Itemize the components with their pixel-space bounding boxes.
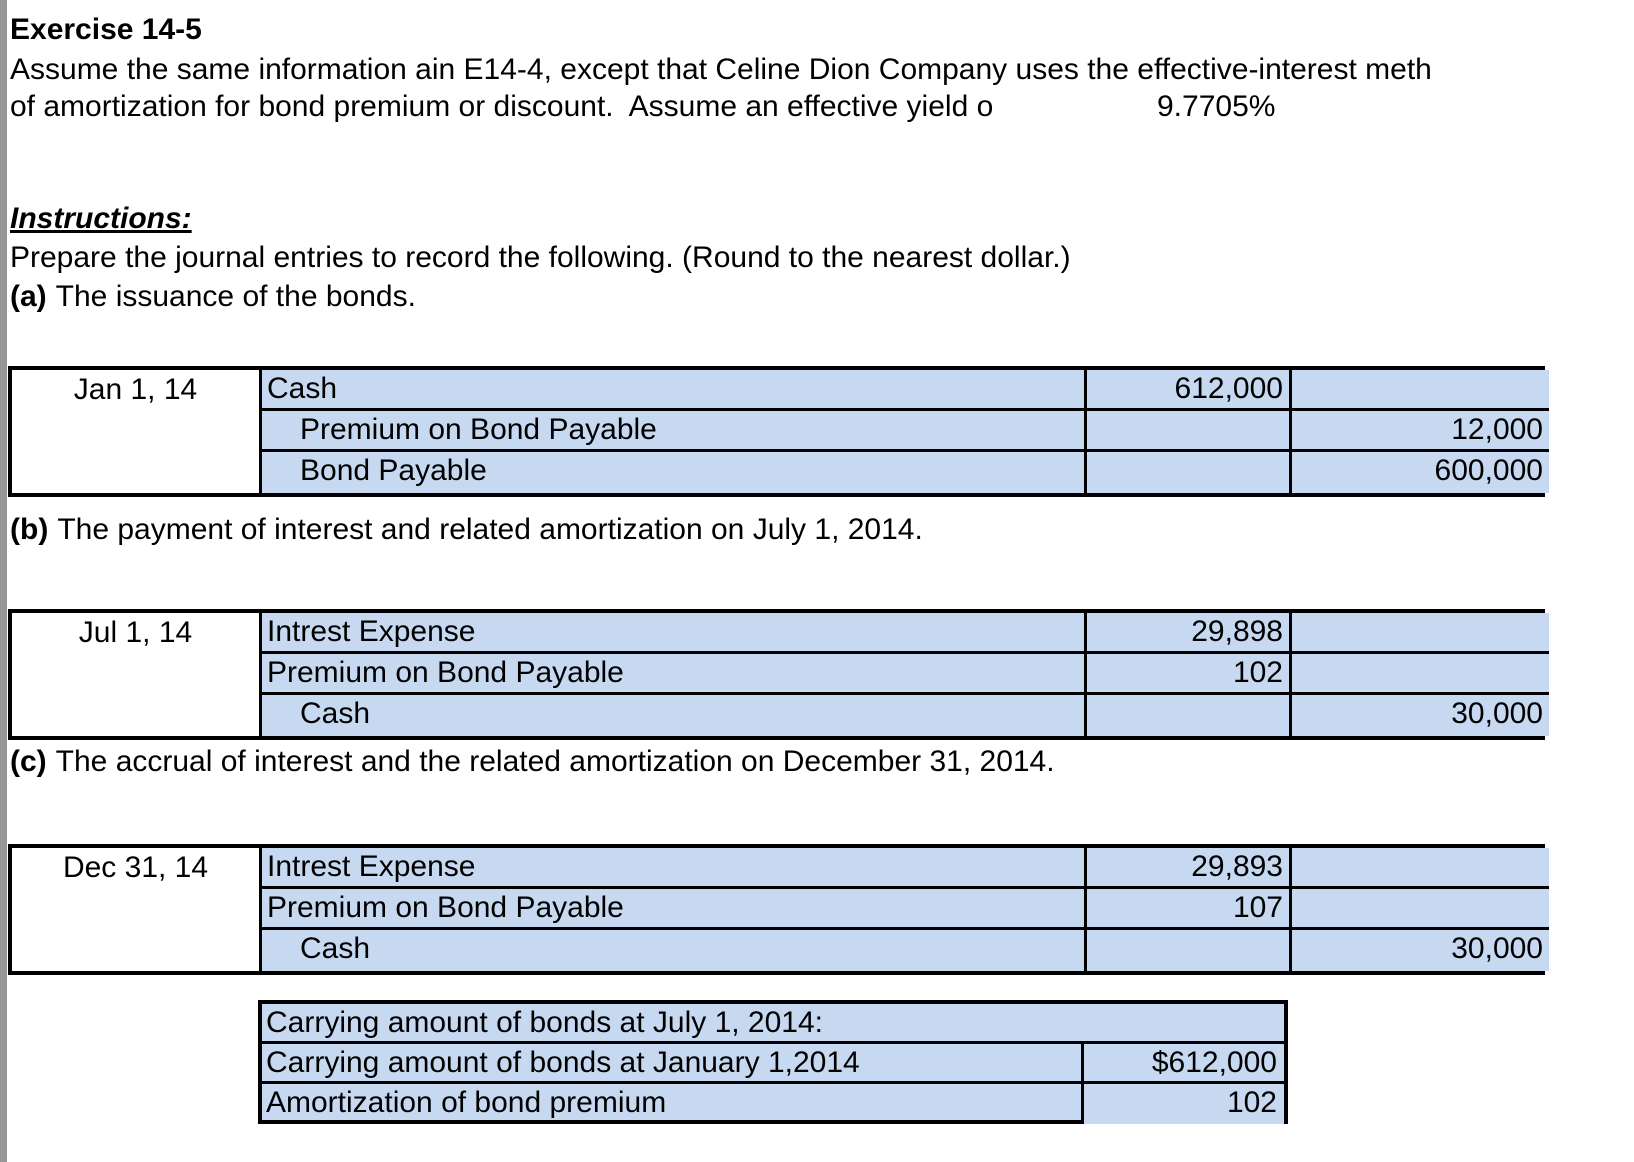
section-b-text: The payment of interest and related amortization on July 1, 2014. [57, 513, 923, 546]
account-cell[interactable]: Premium on Bond Payable [262, 889, 1087, 930]
account-cell[interactable]: Cash [262, 930, 1087, 971]
section-b-label: (b) [10, 513, 49, 546]
section-a-label: (a) [10, 280, 47, 313]
carrying-header-cell[interactable]: Carrying amount of bonds at July 1, 2014: [262, 1004, 1284, 1044]
window-edge [0, 0, 7, 1162]
debit-cell[interactable]: 29,898 [1087, 613, 1292, 654]
section-c-heading [10, 744, 1055, 780]
debit-cell[interactable]: 107 [1087, 889, 1292, 930]
account-cell[interactable]: Intrest Expense [262, 848, 1087, 889]
credit-cell[interactable]: 30,000 [1292, 930, 1549, 971]
credit-cell[interactable]: 30,000 [1292, 695, 1549, 736]
intro-line-2: of amortization for bond premium or discount. Assume an effective yield o [10, 90, 994, 123]
date-cell[interactable]: Dec 31, 14 [12, 848, 262, 971]
section-c-label: (c) [10, 745, 47, 778]
credit-cell[interactable] [1292, 654, 1549, 695]
section-a-text: The issuance of the bonds. [55, 280, 416, 313]
debit-cell[interactable]: 102 [1087, 654, 1292, 695]
debit-cell[interactable]: 29,893 [1087, 848, 1292, 889]
carrying-value-cell[interactable]: $612,000 [1084, 1044, 1284, 1084]
page-title: Exercise 14-5 [10, 13, 202, 46]
account-cell[interactable]: Cash [262, 370, 1087, 411]
credit-cell[interactable] [1292, 613, 1549, 654]
debit-cell[interactable] [1087, 452, 1292, 493]
section-c-text: The accrual of interest and the related amortization on December 31, 2014. [55, 745, 1055, 778]
journal-table-b [8, 609, 1545, 740]
date-cell[interactable]: Jul 1, 14 [12, 613, 262, 736]
account-cell[interactable]: Intrest Expense [262, 613, 1087, 654]
credit-cell[interactable]: 600,000 [1292, 452, 1549, 493]
debit-cell[interactable] [1087, 411, 1292, 452]
debit-cell[interactable]: 612,000 [1087, 370, 1292, 411]
section-a-heading [10, 279, 416, 315]
credit-cell[interactable] [1292, 848, 1549, 889]
carrying-label-cell[interactable]: Amortization of bond premium [262, 1084, 1084, 1124]
date-cell[interactable]: Jan 1, 14 [12, 370, 262, 493]
section-b-heading [10, 512, 923, 548]
effective-yield-value[interactable]: 9.7705% [1157, 90, 1276, 123]
account-cell[interactable]: Bond Payable [262, 452, 1087, 493]
debit-cell[interactable] [1087, 930, 1292, 971]
instructions-text: Prepare the journal entries to record the following. (Round to the nearest dollar.) [10, 241, 1071, 274]
journal-table-c [8, 844, 1545, 975]
debit-cell[interactable] [1087, 695, 1292, 736]
credit-cell[interactable] [1292, 370, 1549, 411]
carrying-value-cell[interactable]: 102 [1084, 1084, 1284, 1124]
journal-table-a [8, 366, 1545, 497]
credit-cell[interactable] [1292, 889, 1549, 930]
instructions-heading: Instructions: [10, 202, 192, 235]
intro-line-1: Assume the same information ain E14-4, except that Celine Dion Company uses the effective-interest meth [10, 53, 1432, 86]
credit-cell[interactable]: 12,000 [1292, 411, 1549, 452]
account-cell[interactable]: Premium on Bond Payable [262, 654, 1087, 695]
account-cell[interactable]: Cash [262, 695, 1087, 736]
account-cell[interactable]: Premium on Bond Payable [262, 411, 1087, 452]
carrying-amount-table [258, 1000, 1288, 1124]
carrying-label-cell[interactable]: Carrying amount of bonds at January 1,2014 [262, 1044, 1084, 1084]
